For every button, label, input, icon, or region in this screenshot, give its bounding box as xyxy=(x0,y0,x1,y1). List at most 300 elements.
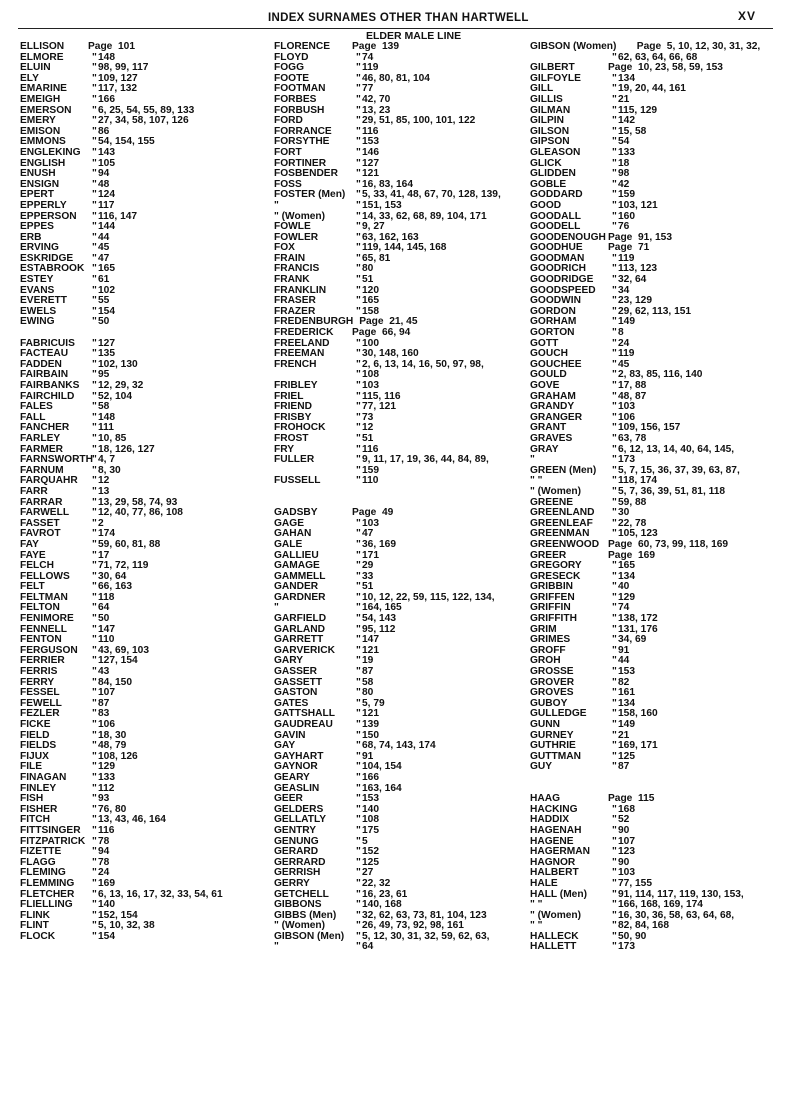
index-entry xyxy=(20,63,282,74)
surname: GUTTMAN xyxy=(530,750,581,762)
page-marker: " xyxy=(356,750,361,762)
page-marker: Page xyxy=(608,549,633,561)
surname: GRANDY xyxy=(530,401,575,413)
page-references: 153 xyxy=(618,666,635,678)
page-references: 65, 81 xyxy=(362,252,391,264)
page-references: 147 xyxy=(362,634,379,646)
page-references: 98 xyxy=(618,168,630,180)
page-marker: " xyxy=(612,750,617,762)
page-references: 24 xyxy=(98,867,110,879)
page-references: 134 xyxy=(618,697,635,709)
index-entry xyxy=(20,667,282,678)
index-entry xyxy=(20,826,282,837)
surname: GOBLE xyxy=(530,178,567,190)
page-references: 116 xyxy=(98,824,115,836)
surname: ERB xyxy=(20,231,42,243)
page-references: 13, 29, 58, 74, 93 xyxy=(98,496,178,508)
index-entry xyxy=(20,572,282,583)
surname: FLEMING xyxy=(20,867,66,879)
page-marker: " xyxy=(92,708,97,720)
surname: HAGNOR xyxy=(530,856,576,868)
surname: FELTMAN xyxy=(20,591,68,603)
page-references: 109, 127 xyxy=(98,72,138,84)
page-references: 47 xyxy=(98,252,110,264)
surname: FLETCHER xyxy=(20,888,75,900)
surname: GODDARD xyxy=(530,189,583,201)
page-references: 60, 73, 99, 118, 169 xyxy=(638,538,729,550)
page-marker: " xyxy=(356,189,361,201)
page-marker: " xyxy=(92,136,97,148)
surname: ENGLEKING xyxy=(20,146,81,158)
index-entry xyxy=(20,317,282,328)
surname: FELTON xyxy=(20,602,60,614)
page-references: 5, 10, 32, 38 xyxy=(98,920,155,932)
surname: " (Women) xyxy=(274,920,326,932)
page-references: 174 xyxy=(98,528,115,540)
surname: FREDERICK xyxy=(274,327,334,339)
page-references: 169 xyxy=(638,549,655,561)
page-marker: " xyxy=(356,157,361,169)
page-marker: " xyxy=(92,719,97,730)
page-references: 32, 62, 63, 73, 81, 104, 123 xyxy=(362,909,487,921)
page-marker: " xyxy=(92,125,97,137)
page-marker: " xyxy=(356,422,361,434)
page-references: 5, 12, 30, 31, 32, 59, 62, 63, xyxy=(362,930,490,942)
page-marker: Page xyxy=(608,793,633,805)
page-marker: " xyxy=(356,740,361,752)
page-marker: Page xyxy=(608,62,633,74)
page-references: 43, 69, 103 xyxy=(98,644,149,656)
surname: GOOD xyxy=(530,199,562,211)
page-marker: " xyxy=(92,496,97,508)
page-references: 23, 129 xyxy=(618,295,652,307)
page-marker: " xyxy=(612,189,617,201)
surname: FRANKLIN xyxy=(274,284,327,296)
page-references: 90 xyxy=(618,824,630,836)
page-marker: " xyxy=(612,613,617,625)
page-references: 166 xyxy=(362,771,379,783)
surname: GOVE xyxy=(530,380,560,391)
surname: EPPES xyxy=(20,221,54,233)
surname: GARLAND xyxy=(274,623,325,635)
page-marker: " xyxy=(612,920,617,932)
page-marker: " xyxy=(356,146,361,158)
page-marker: " xyxy=(612,72,617,84)
page-references: 149 xyxy=(618,316,635,328)
surname: GARFIELD xyxy=(274,613,327,625)
page-marker: " xyxy=(612,252,617,264)
surname: FENNELL xyxy=(20,623,67,635)
surname: GILMAN xyxy=(530,104,571,116)
surname: GOODELL xyxy=(530,221,581,233)
page-marker: Page xyxy=(608,242,633,254)
surname: ELLISON xyxy=(20,41,65,52)
page-marker: Page xyxy=(608,538,633,550)
page-marker: " xyxy=(92,634,97,646)
page-references: 112 xyxy=(98,782,115,794)
page-references: 13 xyxy=(98,485,110,497)
index-entry xyxy=(274,434,536,445)
surname: GREEN (Men) xyxy=(530,464,597,476)
page-marker: " xyxy=(356,231,361,243)
surname: GROH xyxy=(530,655,561,667)
header-rule xyxy=(18,28,773,29)
page-marker: " xyxy=(92,157,97,169)
page-marker: " xyxy=(92,221,97,233)
surname: ESTEY xyxy=(20,274,54,286)
page-references: 119 xyxy=(618,348,635,360)
page-references: 119, 144, 145, 168 xyxy=(362,242,447,254)
page-references: 143 xyxy=(98,146,115,158)
surname: FARNSWORTH xyxy=(20,454,94,466)
page-marker: " xyxy=(356,83,361,95)
page-references: 13, 23 xyxy=(362,104,391,116)
page-references: 135 xyxy=(98,348,115,360)
page-references: 18, 30 xyxy=(98,729,127,741)
page-marker: " xyxy=(356,814,361,826)
page-references: 34, 69 xyxy=(618,634,647,646)
page-marker: " xyxy=(92,867,97,879)
surname: GILBERT xyxy=(530,62,575,74)
page-references: 139 xyxy=(382,41,399,52)
page-marker: " xyxy=(356,432,361,444)
page-references: 110 xyxy=(98,634,115,646)
surname: GOODRICH xyxy=(530,263,587,275)
surname: GOODRIDGE xyxy=(530,274,594,286)
surname: GILPIN xyxy=(530,115,564,127)
surname: FREDENBURGH xyxy=(274,316,354,328)
page-marker: " xyxy=(612,305,617,317)
page-references: 9, 27 xyxy=(362,221,385,233)
index-entry xyxy=(20,233,282,244)
page-references: 107 xyxy=(618,835,635,847)
index-entry xyxy=(20,159,282,170)
page-marker: " xyxy=(92,549,97,561)
index-entry xyxy=(20,773,282,784)
page-marker: " xyxy=(612,485,617,497)
page-marker: " xyxy=(92,454,97,466)
page-marker: " xyxy=(612,909,617,921)
page-references: 12 xyxy=(362,422,374,434)
page-references: 103 xyxy=(362,380,379,391)
surname: FELLOWS xyxy=(20,570,70,582)
page-references: 121 xyxy=(362,708,379,720)
page-references: 165 xyxy=(362,295,379,307)
index-entry xyxy=(20,551,282,562)
page-marker: " xyxy=(92,591,97,603)
index-entry xyxy=(530,328,785,339)
surname: GOODSPEED xyxy=(530,284,596,296)
surname: FOWLE xyxy=(274,221,311,233)
page-references: 148 xyxy=(98,51,115,63)
page-references: 16, 23, 61 xyxy=(362,888,408,900)
surname: EVANS xyxy=(20,284,55,296)
page-marker: " xyxy=(92,146,97,158)
page-references: 153 xyxy=(362,136,379,148)
page-marker: Page xyxy=(352,507,377,519)
page-marker: " xyxy=(92,824,97,836)
page-marker: " xyxy=(356,528,361,540)
surname: GRIFFIN xyxy=(530,602,571,614)
page-references: 52 xyxy=(618,814,630,826)
surname: GERRISH xyxy=(274,867,321,879)
index-entry xyxy=(274,773,536,784)
surname: GORHAM xyxy=(530,316,577,328)
surname: GANDER xyxy=(274,581,319,593)
page-references: 10, 12, 22, 59, 115, 122, 134, xyxy=(362,591,495,603)
page-references: 87 xyxy=(98,697,110,709)
surname: FRAIN xyxy=(274,252,306,264)
page-references: 74 xyxy=(362,51,374,63)
page-marker: " xyxy=(92,920,97,932)
page-references: 82, 84, 168 xyxy=(618,920,669,932)
page-marker: " xyxy=(92,899,97,911)
page-marker: " xyxy=(612,644,617,656)
surname: HAGENAH xyxy=(530,824,582,836)
page-references: 175 xyxy=(362,824,379,836)
page-marker: " xyxy=(356,210,361,222)
page-references: 108 xyxy=(362,369,379,381)
section-gap xyxy=(530,773,785,784)
page-references: 43 xyxy=(98,666,110,678)
surname: FANCHER xyxy=(20,422,70,434)
page-references: 5, 33, 41, 48, 67, 70, 128, 139, xyxy=(362,189,501,201)
page-marker: " xyxy=(612,814,617,826)
surname: GREENLEAF xyxy=(530,517,593,529)
page-references: 86 xyxy=(98,125,110,137)
page-marker: " xyxy=(612,464,617,476)
page-references: 124 xyxy=(98,189,115,201)
page-marker: " xyxy=(356,411,361,423)
page-marker: " xyxy=(92,411,97,423)
page-references: 55 xyxy=(98,295,110,307)
page-references: 19, 20, 44, 161 xyxy=(618,83,686,95)
index-entry xyxy=(20,95,282,106)
page-references: 82 xyxy=(618,676,630,688)
page-references: 144 xyxy=(98,221,115,233)
page-references: 58 xyxy=(98,401,110,413)
page-references: 61 xyxy=(98,274,110,286)
page-marker: " xyxy=(356,390,361,402)
surname: GREGORY xyxy=(530,560,582,572)
surname: HACKING xyxy=(530,803,578,815)
index-entry xyxy=(20,264,282,275)
page-marker: " xyxy=(92,274,97,286)
page-marker: " xyxy=(92,570,97,582)
surname: FENTON xyxy=(20,634,62,646)
surname: FLAGG xyxy=(20,856,56,868)
page-marker: " xyxy=(356,305,361,317)
surname: FLEMMING xyxy=(20,877,75,889)
surname: FACTEAU xyxy=(20,348,69,360)
surname: FRANCIS xyxy=(274,263,320,275)
page-references: 78 xyxy=(98,856,110,868)
page-references: 12, 40, 77, 86, 108 xyxy=(98,507,183,519)
page-references: 165 xyxy=(618,560,635,572)
page-references: 49 xyxy=(382,507,394,519)
page-references: 71, 72, 119 xyxy=(98,560,149,572)
page-references: 6, 25, 54, 55, 89, 133 xyxy=(98,104,195,116)
index-entry xyxy=(274,508,536,519)
surname: FISHER xyxy=(20,803,58,815)
page-marker: " xyxy=(92,846,97,858)
page-marker: " xyxy=(92,475,97,487)
page-references: 77, 155 xyxy=(618,877,652,889)
surname: EMMONS xyxy=(20,136,66,148)
page-marker: " xyxy=(356,803,361,815)
surname: FESSEL xyxy=(20,687,60,699)
page-references: 73 xyxy=(362,411,374,423)
surname: FLINT xyxy=(20,920,49,932)
surname: FORBUSH xyxy=(274,104,325,116)
page-marker: " xyxy=(92,358,97,370)
surname: HAAG xyxy=(530,793,560,805)
surname: GREER xyxy=(530,549,567,561)
page-references: 153 xyxy=(362,793,379,805)
index-entry xyxy=(20,434,282,445)
surname: GUY xyxy=(530,761,553,773)
page-marker: " xyxy=(356,401,361,413)
page-marker: " xyxy=(612,157,617,169)
page-references: 26, 49, 73, 92, 98, 161 xyxy=(362,920,464,932)
surname: FRENCH xyxy=(274,358,317,370)
page-references: 117, 132 xyxy=(98,83,138,95)
page-marker: " xyxy=(356,570,361,582)
page-marker: " xyxy=(356,888,361,900)
surname: FERRIS xyxy=(20,666,58,678)
page-references: 140 xyxy=(362,803,379,815)
page-references: 22, 32 xyxy=(362,877,391,889)
page-references: 103 xyxy=(618,867,635,879)
page-references: 24 xyxy=(618,337,630,349)
page-references: 45 xyxy=(98,242,110,254)
page-marker: " xyxy=(356,644,361,656)
surname: ESKRIDGE xyxy=(20,252,74,264)
page-references: 94 xyxy=(98,846,110,858)
page-marker: " xyxy=(92,877,97,889)
surname: GUBOY xyxy=(530,697,568,709)
page-references: 87 xyxy=(618,761,630,773)
page-references: 107 xyxy=(98,687,115,699)
page-references: 63, 162, 163 xyxy=(362,231,419,243)
index-entry xyxy=(20,847,282,858)
index-entry xyxy=(20,741,282,752)
page-references: 6, 13, 16, 17, 32, 33, 54, 61 xyxy=(98,888,223,900)
page-references: 18, 126, 127 xyxy=(98,443,155,455)
surname: FARLEY xyxy=(20,432,61,444)
page-marker: " xyxy=(92,432,97,444)
page-references: 152 xyxy=(362,846,379,858)
index-entry xyxy=(530,709,785,720)
page-references: 17 xyxy=(98,549,110,561)
surname: FAIRBANKS xyxy=(20,380,80,391)
page-references: 59, 60, 81, 88 xyxy=(98,538,161,550)
page-references: 115 xyxy=(638,793,655,805)
page-marker: " xyxy=(612,846,617,858)
surname: GOODALL xyxy=(530,210,581,222)
page-references: 173 xyxy=(618,941,635,953)
page-marker: " xyxy=(92,909,97,921)
page-references: 29 xyxy=(362,560,374,572)
surname: HALLETT xyxy=(530,941,577,953)
surname: GREENE xyxy=(530,496,574,508)
surname: GREENMAN xyxy=(530,528,590,540)
surname: FUSSELL xyxy=(274,475,321,487)
page-references: 127 xyxy=(98,337,115,349)
page-marker: " xyxy=(356,221,361,233)
page-references: 50 xyxy=(98,316,110,328)
page-marker: " xyxy=(356,729,361,741)
page-marker: " xyxy=(612,263,617,275)
page-marker: " xyxy=(612,623,617,635)
page-references: 76 xyxy=(618,221,630,233)
page-references: 103 xyxy=(362,517,379,529)
index-column-3 xyxy=(530,42,785,953)
index-entry xyxy=(274,148,536,159)
surname: FOSTER (Men) xyxy=(274,189,346,201)
page-marker: " xyxy=(612,930,617,942)
page-marker: " xyxy=(612,740,617,752)
surname: GALE xyxy=(274,538,303,550)
page-references: 33 xyxy=(362,570,374,582)
page-marker: " xyxy=(92,888,97,900)
page-marker: " xyxy=(612,380,617,391)
page-marker: " xyxy=(356,62,361,74)
page-marker: " xyxy=(356,909,361,921)
page-title: INDEX SURNAMES OTHER THAN HARTWELL xyxy=(268,12,529,24)
page-marker: " xyxy=(612,358,617,370)
page-references: 48 xyxy=(98,178,110,190)
page-marker: " xyxy=(356,666,361,678)
surname: GRESECK xyxy=(530,570,581,582)
surname: FERRIER xyxy=(20,655,65,667)
page-marker: " xyxy=(92,930,97,942)
page-marker: " xyxy=(612,697,617,709)
page-marker: " xyxy=(356,782,361,794)
page-marker: " xyxy=(612,136,617,148)
index-entry xyxy=(530,95,785,106)
page-marker: " xyxy=(356,634,361,646)
page-marker: " xyxy=(612,422,617,434)
surname: FRY xyxy=(274,443,294,455)
surname: FULLER xyxy=(274,454,315,466)
page-marker: " xyxy=(612,83,617,95)
page-marker: " xyxy=(612,369,617,381)
page-marker: " xyxy=(356,899,361,911)
page-references: 133 xyxy=(98,771,115,783)
page-references: 129 xyxy=(618,591,635,603)
page-marker: " xyxy=(356,697,361,709)
page-references: 18 xyxy=(618,157,630,169)
page-marker: " xyxy=(92,231,97,243)
surname: GAUDREAU xyxy=(274,719,333,730)
index-entry xyxy=(20,381,282,392)
index-entry xyxy=(530,635,785,646)
surname: FOWLER xyxy=(274,231,319,243)
surname: FLORENCE xyxy=(274,41,331,52)
surname: GOODWIN xyxy=(530,295,581,307)
page-marker: " xyxy=(356,263,361,275)
surname: FARWELL xyxy=(20,507,70,519)
page-marker: " xyxy=(92,305,97,317)
page-references: 91 xyxy=(362,750,374,762)
surname: FALL xyxy=(20,411,46,423)
index-entry xyxy=(274,826,536,837)
page-references: 154 xyxy=(98,305,115,317)
index-entry xyxy=(274,868,536,879)
page-marker: " xyxy=(92,782,97,794)
page-references: 62, 63, 64, 66, 68 xyxy=(618,51,698,63)
